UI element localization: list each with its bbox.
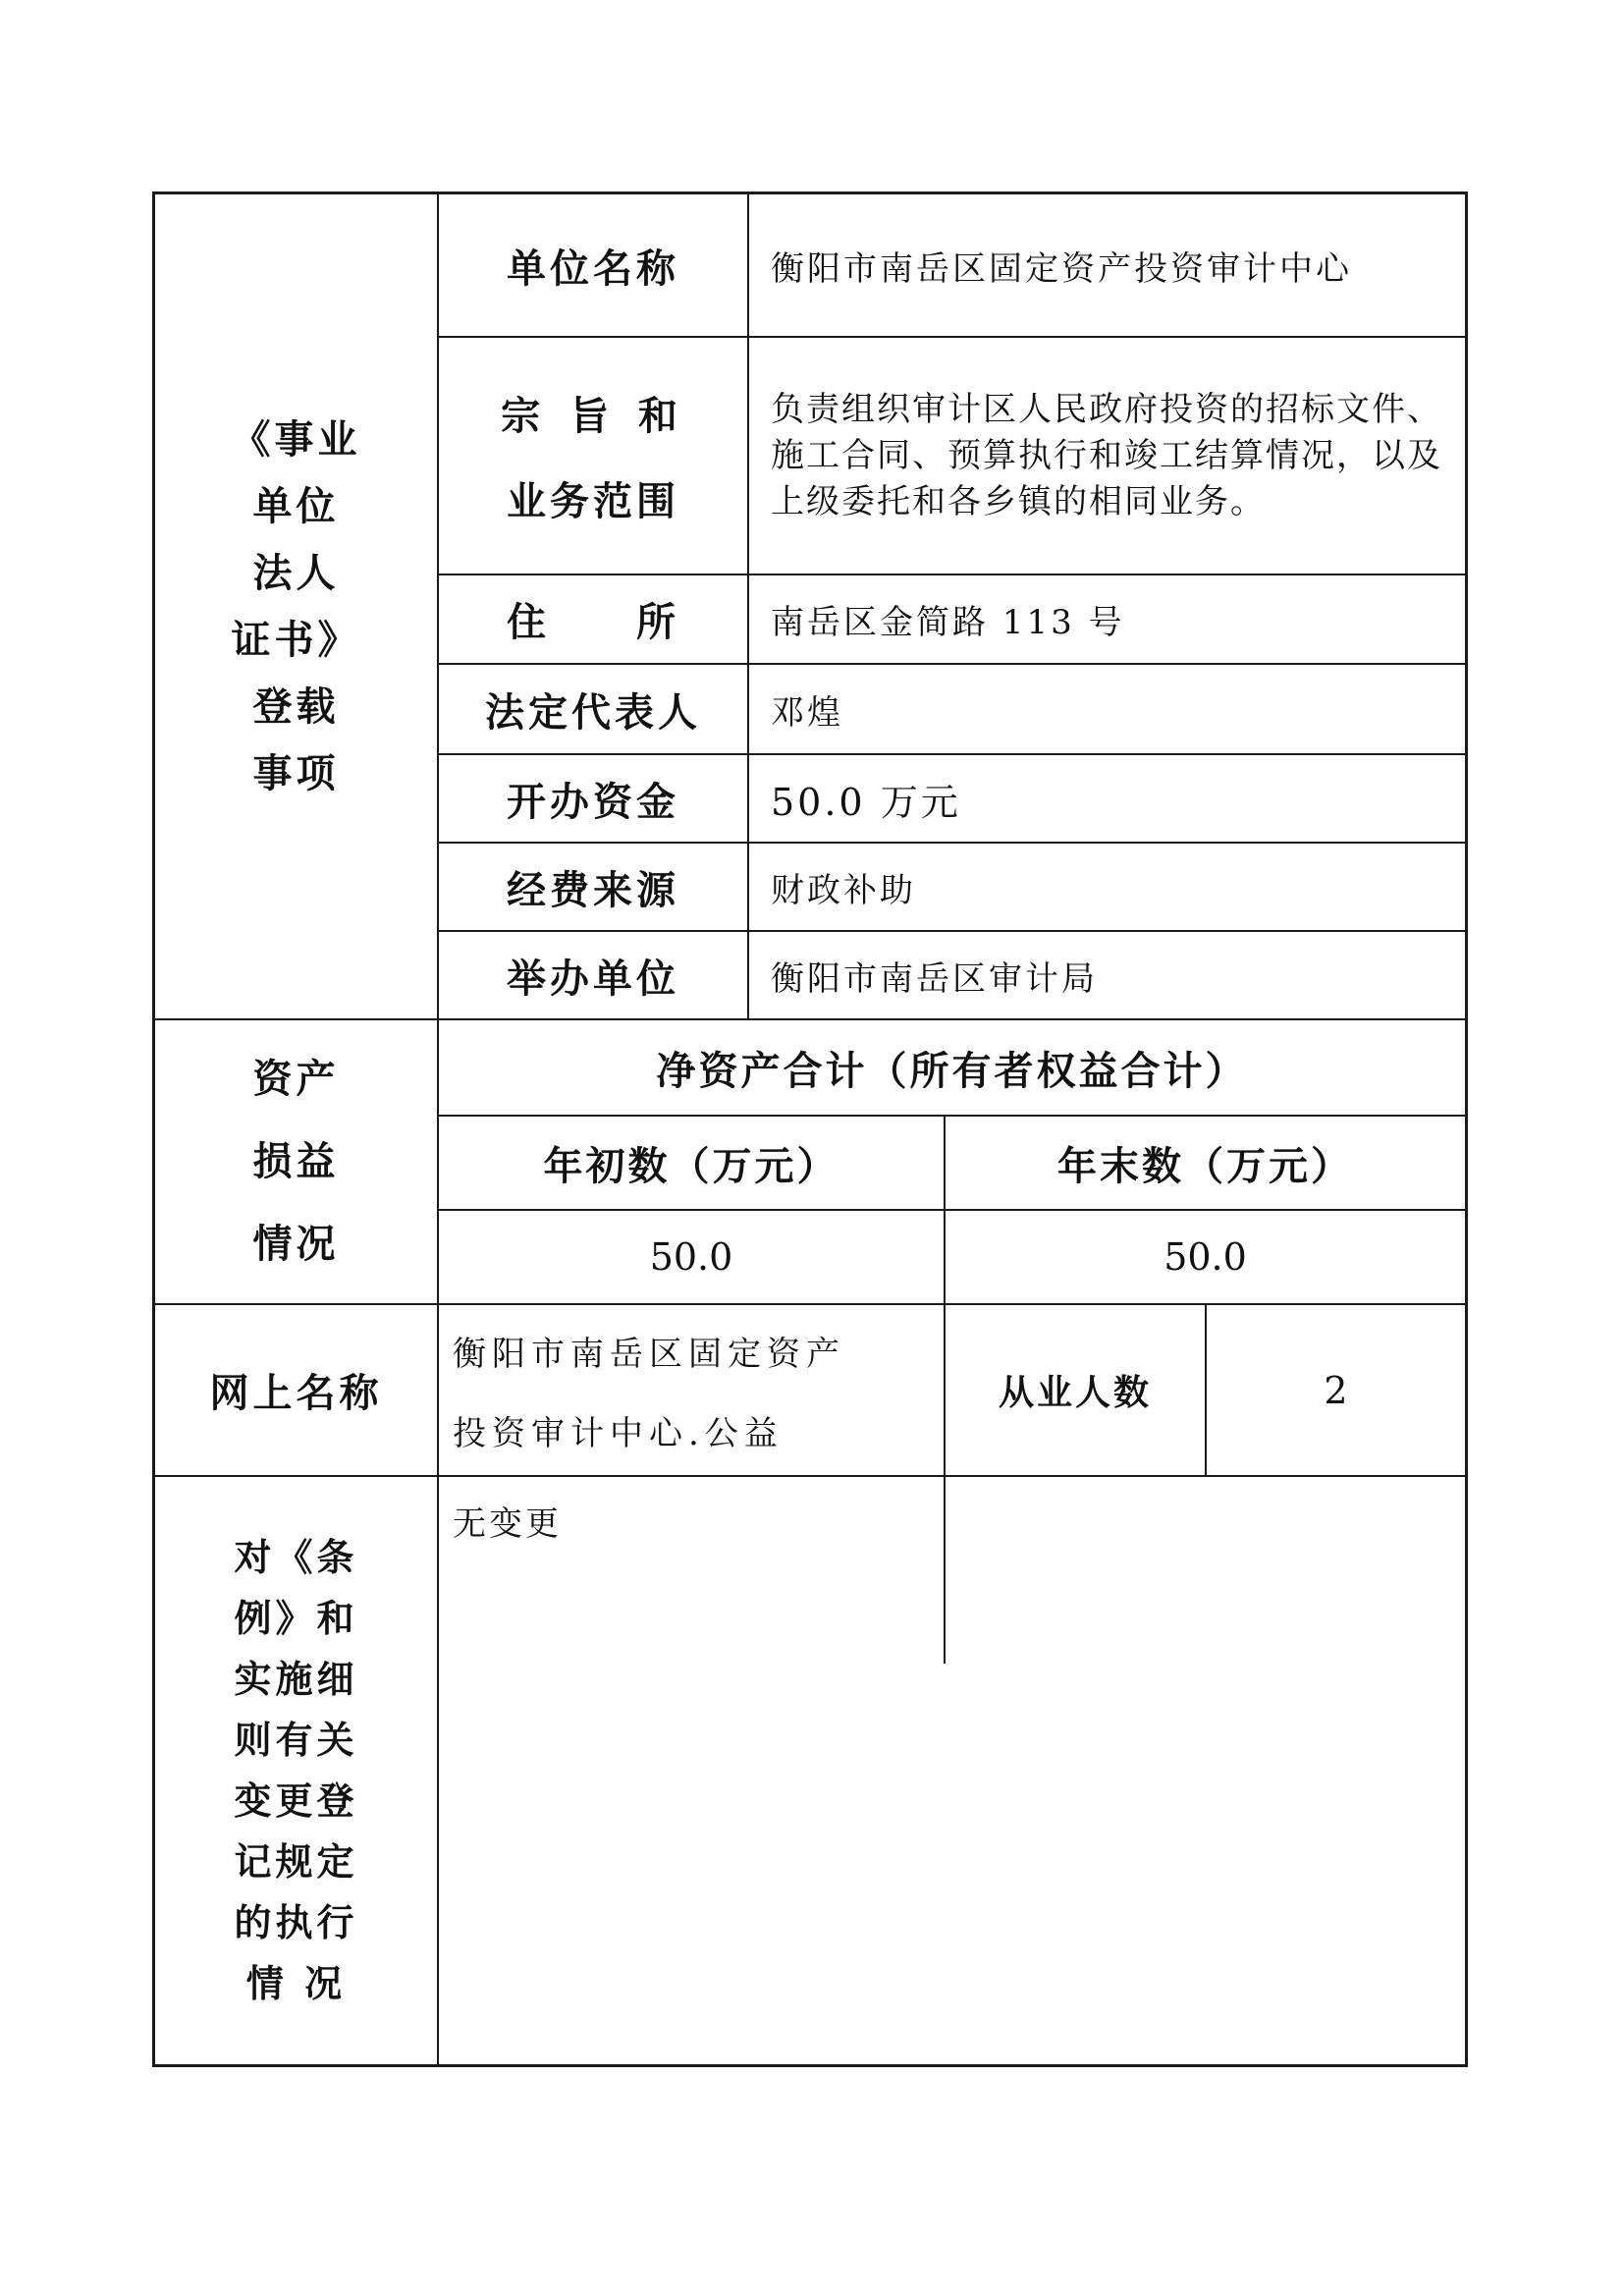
net-assets-header: 净资产合计（所有者权益合计） [656, 1047, 1248, 1094]
unit-name-value: 衡阳市南岳区固定资产投资审计中心 [771, 248, 1352, 289]
section-title-line: 法人 [252, 549, 340, 596]
compliance-label-line: 记规定 [234, 1839, 358, 1884]
funding-label: 经费来源 [507, 866, 679, 913]
section-title-line: 证书》 [231, 616, 361, 663]
online-name-line1: 衡阳市南岳区固定资产 [453, 1334, 845, 1374]
compliance-label-line: 例》和 [234, 1596, 358, 1640]
purpose-label-line2: 业务范围 [507, 478, 679, 524]
assets-section-title [155, 1020, 437, 1303]
compliance-value: 无变更 [453, 1504, 562, 1544]
unit-name-label: 单位名称 [507, 245, 679, 292]
sponsor-label: 举办单位 [507, 955, 679, 1002]
capital-label: 开办资金 [507, 778, 679, 825]
compliance-label-line: 的执行 [234, 1900, 358, 1944]
compliance-label-line: 变更登 [234, 1778, 358, 1823]
section-title-line: 损益 [252, 1138, 340, 1184]
section-title-line: 《事业 [231, 415, 361, 463]
legal-rep-label: 法定代表人 [485, 688, 701, 736]
compliance-label [155, 1477, 437, 2064]
online-name-label: 网上名称 [209, 1370, 383, 1416]
address-value: 南岳区金简路 113 号 [771, 603, 1125, 642]
registration-section-title [155, 194, 437, 1018]
purpose-label-line1: 宗 旨 和 [501, 393, 685, 439]
purpose-value: 负责组织审计区人民政府投资的招标文件、施工合同、预算执行和竣工结算情况，以及上级委托和各乡镇的相同业务。 [771, 389, 1442, 521]
compliance-label-line: 情 况 [245, 1961, 347, 2005]
online-name-line2: 投资审计中心.公益 [453, 1413, 784, 1453]
online-name-value [439, 1305, 944, 1475]
compliance-label-line: 对《条 [234, 1535, 358, 1579]
funding-value: 财政补助 [771, 870, 916, 910]
compliance-label-line: 实施细 [234, 1657, 358, 1701]
purpose-label [439, 338, 747, 574]
begin-year-value: 50.0 [649, 1235, 733, 1279]
staff-count-value: 2 [1324, 1368, 1348, 1412]
registration-table [152, 191, 1468, 2067]
address-label: 住 所 [507, 599, 679, 645]
end-year-header: 年末数（万元） [1057, 1142, 1353, 1189]
sponsor-value: 衡阳市南岳区审计局 [771, 958, 1098, 999]
begin-year-header: 年初数（万元） [543, 1142, 839, 1189]
compliance-label-line: 则有关 [234, 1718, 358, 1762]
end-year-value: 50.0 [1164, 1235, 1247, 1279]
legal-rep-value: 邓煌 [771, 692, 843, 733]
capital-value: 50.0 万元 [771, 780, 961, 824]
section-title-line: 登载 [252, 683, 340, 730]
staff-count-label: 从业人数 [998, 1372, 1152, 1413]
section-title-line: 单位 [252, 482, 340, 529]
section-title-line: 事项 [252, 749, 340, 796]
section-title-line: 资产 [252, 1056, 340, 1102]
section-title-line: 情况 [252, 1221, 340, 1267]
